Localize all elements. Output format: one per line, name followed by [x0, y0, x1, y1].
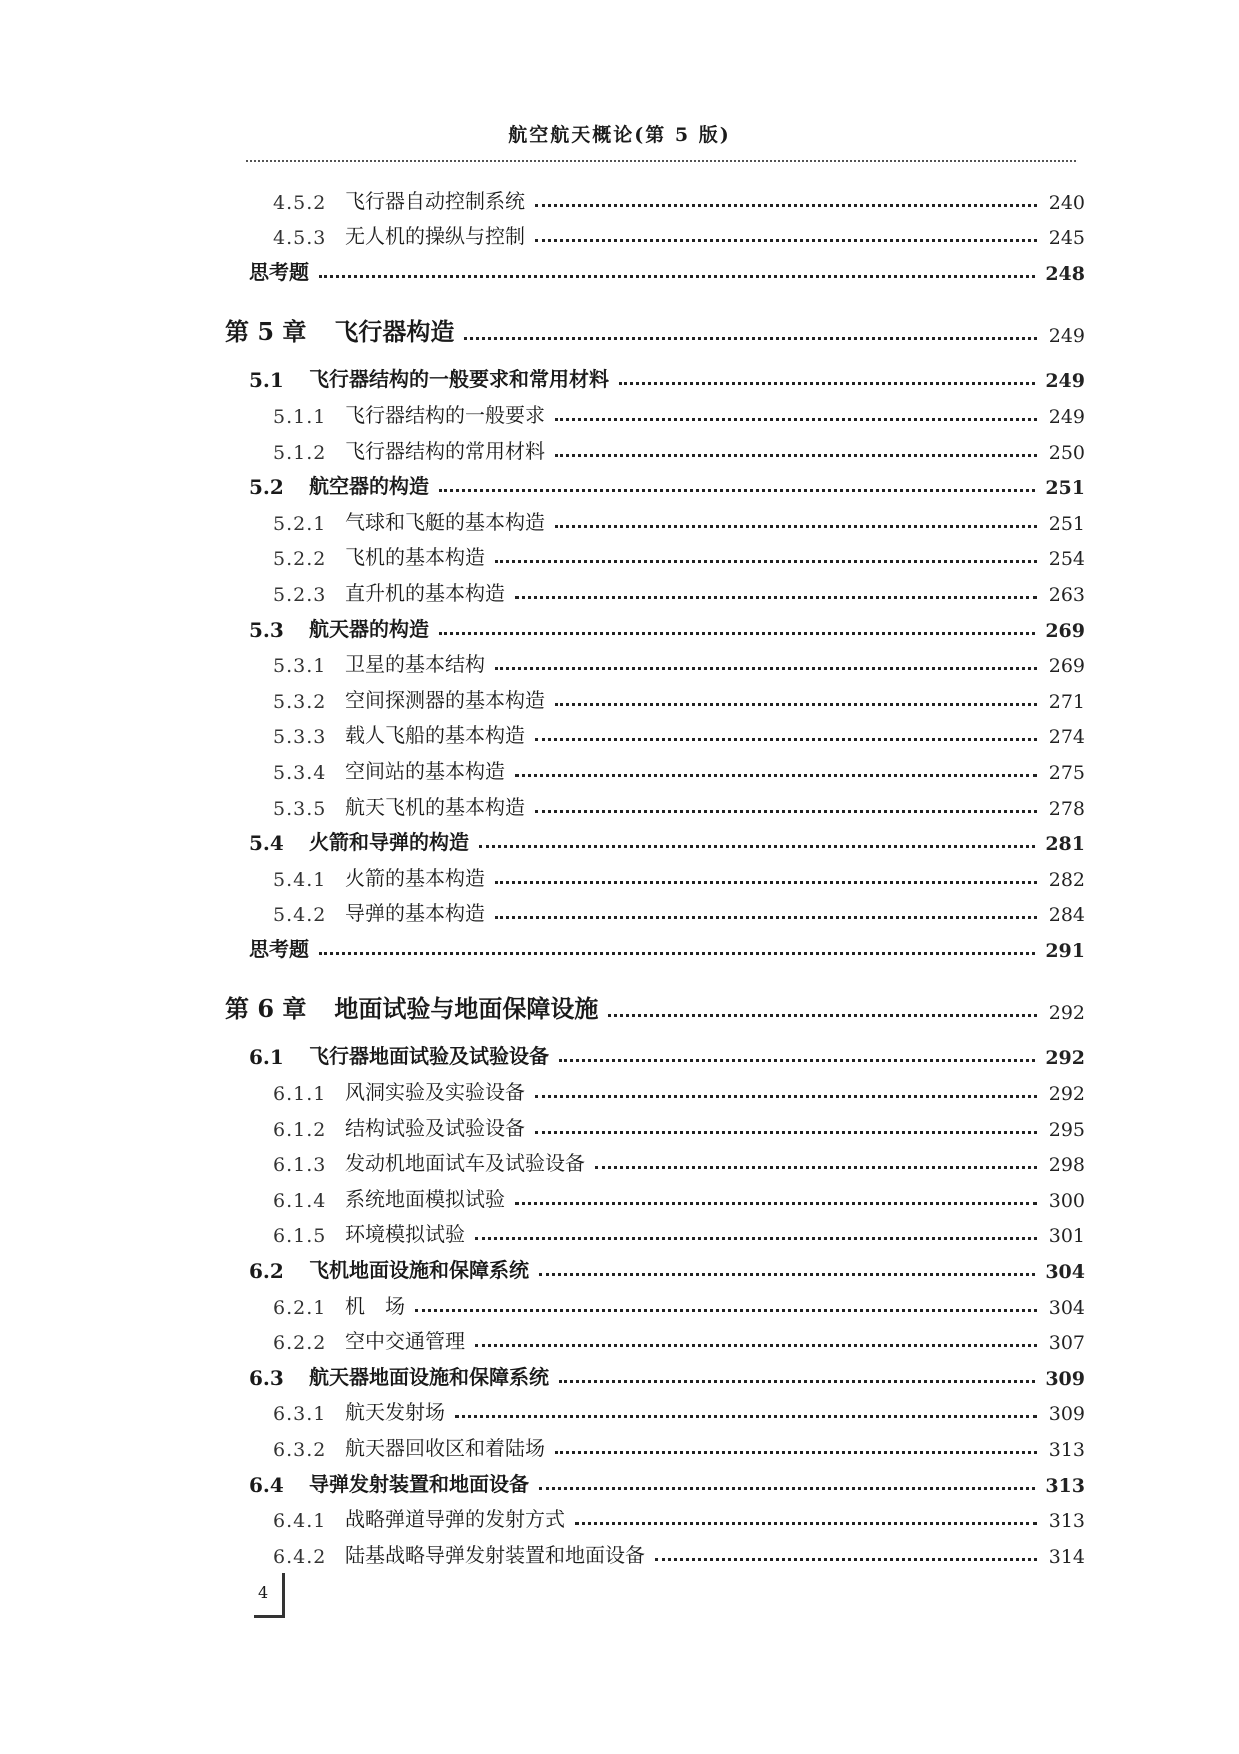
- toc-entry-number: 6.1.2: [273, 1118, 327, 1141]
- toc-entry-number: 5.3: [249, 617, 284, 642]
- toc-entry-number: 5.2: [249, 475, 284, 500]
- toc-entry-number: 5.2.3: [273, 583, 327, 606]
- toc-entry-title: 火箭和导弹的构造: [309, 830, 469, 855]
- dot-leader: [479, 845, 1035, 848]
- toc-entry-title: 飞行器自动控制系统: [345, 188, 525, 213]
- toc-entry-page: 245: [1048, 227, 1085, 250]
- toc-entry-page: 307: [1048, 1332, 1085, 1355]
- toc-entry-page: 274: [1048, 726, 1085, 749]
- dot-leader: [495, 667, 1037, 670]
- toc-entry-number: 6.4: [249, 1472, 284, 1497]
- dot-leader: [535, 1095, 1037, 1098]
- toc-entry-title: 思考题: [249, 259, 309, 284]
- toc-entry: [225, 1105, 1085, 1141]
- page-number: 4: [258, 1583, 269, 1602]
- toc-entry-title: 机 场: [345, 1293, 405, 1318]
- toc-entry-page: 249: [1048, 405, 1085, 428]
- page-number-corner: [254, 1573, 285, 1618]
- toc-entry-number: 5.3.3: [273, 726, 327, 749]
- dot-leader: [535, 239, 1037, 242]
- dot-leader: [535, 1131, 1037, 1134]
- toc-entry-number: 5.2.2: [273, 548, 327, 571]
- toc-entry-page: 269: [1045, 619, 1085, 642]
- dot-leader: [539, 1273, 1035, 1276]
- toc-entry: [225, 1069, 1085, 1105]
- toc-entry-page: 251: [1048, 512, 1085, 535]
- toc-entry: [225, 178, 1085, 214]
- toc-entry-page: 295: [1048, 1118, 1085, 1141]
- toc-entry-number: 6.4.1: [273, 1510, 327, 1533]
- dot-leader: [495, 881, 1037, 884]
- dot-leader: [575, 1522, 1037, 1525]
- toc-entry-title: 风洞实验及实验设备: [345, 1080, 525, 1105]
- toc-entry-page: 313: [1048, 1439, 1085, 1461]
- dot-leader: [415, 1309, 1037, 1312]
- toc-entry: [225, 926, 1085, 962]
- toc-entry: [225, 1390, 1085, 1426]
- toc-entry: [225, 1354, 1085, 1390]
- toc-entry-page: 263: [1048, 583, 1085, 606]
- toc-entry-title: 飞行器结构的一般要求和常用材料: [309, 367, 609, 392]
- toc-entry-title: 导弹发射装置和地面设备: [309, 1471, 529, 1496]
- toc-entry-title: 空间站的基本构造: [345, 758, 505, 783]
- toc-entry-page: 309: [1048, 1403, 1085, 1426]
- toc-entry-page: 300: [1048, 1189, 1085, 1212]
- toc-entry: [225, 1425, 1085, 1461]
- toc-entry-page: 282: [1048, 868, 1085, 891]
- dot-leader: [495, 560, 1037, 563]
- dot-leader: [539, 1487, 1035, 1490]
- dot-leader: [555, 418, 1037, 421]
- toc-entry-number: 6.2: [249, 1259, 284, 1284]
- toc-entry: [225, 784, 1085, 820]
- toc-entry-title: 无人机的操纵与控制: [345, 224, 525, 249]
- toc-entry: [225, 392, 1085, 428]
- dot-leader: [495, 916, 1037, 919]
- toc-entry-number: 6.1.3: [273, 1154, 327, 1177]
- toc-entry: [225, 820, 1085, 856]
- toc-entry-number: 6.3: [249, 1365, 284, 1390]
- toc-entry: [225, 1141, 1085, 1177]
- toc-entry-page: 291: [1045, 939, 1085, 962]
- toc-entry-page: 292: [1048, 1083, 1085, 1106]
- toc-entry-page: 301: [1048, 1225, 1085, 1248]
- toc-entry-number: 第 6 章: [225, 993, 307, 1023]
- toc-entry-number: 第 5 章: [225, 316, 307, 346]
- toc-entry-number: 6.2.2: [273, 1332, 327, 1355]
- toc-entry-page: 292: [1045, 1047, 1085, 1070]
- toc-entry-title: 航天器的构造: [309, 616, 429, 641]
- toc-entry: [225, 499, 1085, 535]
- toc-entry: [225, 570, 1085, 606]
- toc-entry-number: 5.3.1: [273, 655, 327, 678]
- toc-entry: [225, 855, 1085, 891]
- toc-entry-page: 251: [1045, 477, 1085, 500]
- toc-entry-page: 281: [1045, 833, 1085, 856]
- toc-entry-title: 结构试验及试验设备: [345, 1115, 525, 1140]
- dot-leader: [319, 952, 1035, 955]
- toc-entry-number: 5.4.1: [273, 868, 327, 891]
- toc-entry-page: 269: [1048, 655, 1085, 678]
- toc-entry-page: 298: [1048, 1154, 1085, 1177]
- toc-entry-number: 6.3.2: [273, 1439, 327, 1461]
- toc-entry-title: 飞行器结构的一般要求: [345, 402, 545, 427]
- dot-leader: [555, 703, 1037, 706]
- toc-entry: [225, 249, 1085, 285]
- toc-entry-title: 航天发射场: [345, 1400, 445, 1425]
- dot-leader: [475, 1237, 1037, 1240]
- toc-entry-title: 卫星的基本结构: [345, 652, 485, 677]
- toc-entry: [225, 535, 1085, 571]
- toc-entry: [225, 1532, 1085, 1568]
- dot-leader: [608, 1014, 1037, 1017]
- dot-leader: [535, 810, 1037, 813]
- toc-entry-number: 5.4: [249, 831, 284, 856]
- toc-entry: [225, 1212, 1085, 1248]
- dot-leader: [515, 774, 1037, 777]
- toc-entry-title: 飞行器结构的常用材料: [345, 438, 545, 463]
- toc-entry-page: 314: [1048, 1545, 1085, 1568]
- toc-entry-title: 飞机地面设施和保障系统: [309, 1258, 529, 1283]
- toc-entry-number: 4.5.2: [273, 191, 327, 214]
- toc-entry: [225, 1319, 1085, 1355]
- toc-entry-number: 5.1: [249, 368, 284, 393]
- toc-entry-number: 6.2.1: [273, 1296, 327, 1319]
- toc-entry-number: 5.4.2: [273, 904, 327, 927]
- dot-leader: [439, 632, 1035, 635]
- toc-entry-title: 航天器回收区和着陆场: [345, 1436, 545, 1460]
- running-header: 航空航天概论(第 5 版): [508, 124, 731, 146]
- toc-entry-title: 环境模拟试验: [345, 1222, 465, 1247]
- dot-leader: [439, 489, 1035, 492]
- toc-entry-title: 地面试验与地面保障设施: [334, 993, 599, 1023]
- dot-leader: [655, 1558, 1037, 1561]
- header-divider: [246, 160, 1076, 162]
- toc-entry-page: 304: [1045, 1261, 1085, 1284]
- toc-entry-title: 直升机的基本构造: [345, 580, 505, 605]
- toc-entry: [225, 1461, 1085, 1497]
- toc-entry-title: 火箭的基本构造: [345, 865, 485, 890]
- toc-entry: [225, 301, 1085, 347]
- toc-entry-title: 飞行器地面试验及试验设备: [309, 1044, 549, 1069]
- toc-entry-title: 飞行器构造: [334, 316, 455, 346]
- toc-entry-number: 5.2.1: [273, 512, 327, 535]
- toc-entry-title: 陆基战略导弹发射装置和地面设备: [345, 1542, 645, 1567]
- toc-entry-number: 6.3.1: [273, 1403, 327, 1426]
- toc-entry-title: 发动机地面试车及试验设备: [345, 1151, 585, 1176]
- dot-leader: [619, 382, 1035, 385]
- toc-entry-title: 系统地面模拟试验: [345, 1186, 505, 1211]
- toc-entry: [225, 606, 1085, 642]
- toc-entry: [225, 1176, 1085, 1212]
- toc-entry-page: 309: [1045, 1367, 1085, 1390]
- dot-leader: [555, 1451, 1037, 1454]
- dot-leader: [555, 525, 1037, 528]
- toc-entry-title: 导弹的基本构造: [345, 901, 485, 926]
- dot-leader: [455, 1415, 1037, 1418]
- toc-entry-page: 313: [1045, 1474, 1085, 1497]
- toc-entry-page: 304: [1048, 1296, 1085, 1319]
- toc-entry: [225, 428, 1085, 464]
- toc-entry-number: 5.1.2: [273, 441, 327, 464]
- toc-entry-page: 249: [1045, 370, 1085, 393]
- toc-entry-number: 6.1.5: [273, 1225, 327, 1248]
- toc-entry: [225, 1283, 1085, 1319]
- toc-entry: [225, 677, 1085, 713]
- dot-leader: [319, 275, 1035, 278]
- toc-entry-number: 6.4.2: [273, 1545, 327, 1568]
- dot-leader: [555, 454, 1037, 457]
- toc-entry: [225, 464, 1085, 500]
- toc-entry-number: 4.5.3: [273, 227, 327, 250]
- toc-entry-page: 240: [1048, 191, 1085, 214]
- dot-leader: [475, 1344, 1037, 1347]
- toc-entry-page: 250: [1048, 441, 1085, 464]
- dot-leader: [515, 596, 1037, 599]
- dot-leader: [535, 738, 1037, 741]
- toc-entry-title: 空间探测器的基本构造: [345, 687, 545, 712]
- dot-leader: [559, 1059, 1035, 1062]
- toc-entry-page: 275: [1048, 761, 1085, 784]
- toc-entry-title: 战略弹道导弹的发射方式: [345, 1507, 565, 1532]
- toc-entry-number: 6.1.4: [273, 1189, 327, 1212]
- toc-entry-number: 5.3.2: [273, 690, 327, 713]
- dot-leader: [515, 1202, 1037, 1205]
- toc-entry: [225, 978, 1085, 1024]
- toc-entry: [225, 748, 1085, 784]
- toc-entry-number: 5.3.5: [273, 797, 327, 820]
- toc-entry-page: 248: [1045, 262, 1085, 285]
- dot-leader: [464, 337, 1037, 340]
- toc-entry: [225, 713, 1085, 749]
- toc-entry: [225, 1247, 1085, 1283]
- toc-entry-title: 航空器的构造: [309, 474, 429, 499]
- toc-entry-title: 思考题: [249, 936, 309, 961]
- dot-leader: [559, 1380, 1035, 1383]
- toc-entry-title: 航天器地面设施和保障系统: [309, 1364, 549, 1389]
- toc-entry-number: 6.1.1: [273, 1083, 327, 1106]
- toc-entry: [225, 357, 1085, 393]
- toc-entry: [225, 1034, 1085, 1070]
- toc-entry-page: 284: [1048, 904, 1085, 927]
- toc-entry-title: 载人飞船的基本构造: [345, 723, 525, 748]
- toc-entry-page: 278: [1048, 797, 1085, 820]
- toc-entry-title: 飞机的基本构造: [345, 545, 485, 570]
- toc-entry-number: 6.1: [249, 1045, 284, 1070]
- toc-entry: [225, 214, 1085, 250]
- toc-entry-page: 271: [1048, 690, 1085, 713]
- toc-entry-title: 气球和飞艇的基本构造: [345, 509, 545, 534]
- toc-entry: [225, 642, 1085, 678]
- dot-leader: [535, 204, 1037, 207]
- toc-entry-page: 254: [1048, 548, 1085, 571]
- toc-entry-number: 5.3.4: [273, 761, 327, 784]
- toc-entry-page: 249: [1048, 324, 1085, 347]
- toc-entry-title: 航天飞机的基本构造: [345, 794, 525, 819]
- toc-entry-number: 5.1.1: [273, 405, 327, 428]
- toc-entry-page: 292: [1048, 1001, 1085, 1024]
- dot-leader: [595, 1166, 1037, 1169]
- table-of-contents: [225, 178, 1085, 1568]
- toc-entry: [225, 1497, 1085, 1533]
- toc-entry: [225, 891, 1085, 927]
- toc-entry-title: 空中交通管理: [345, 1329, 465, 1354]
- toc-entry-page: 313: [1048, 1510, 1085, 1533]
